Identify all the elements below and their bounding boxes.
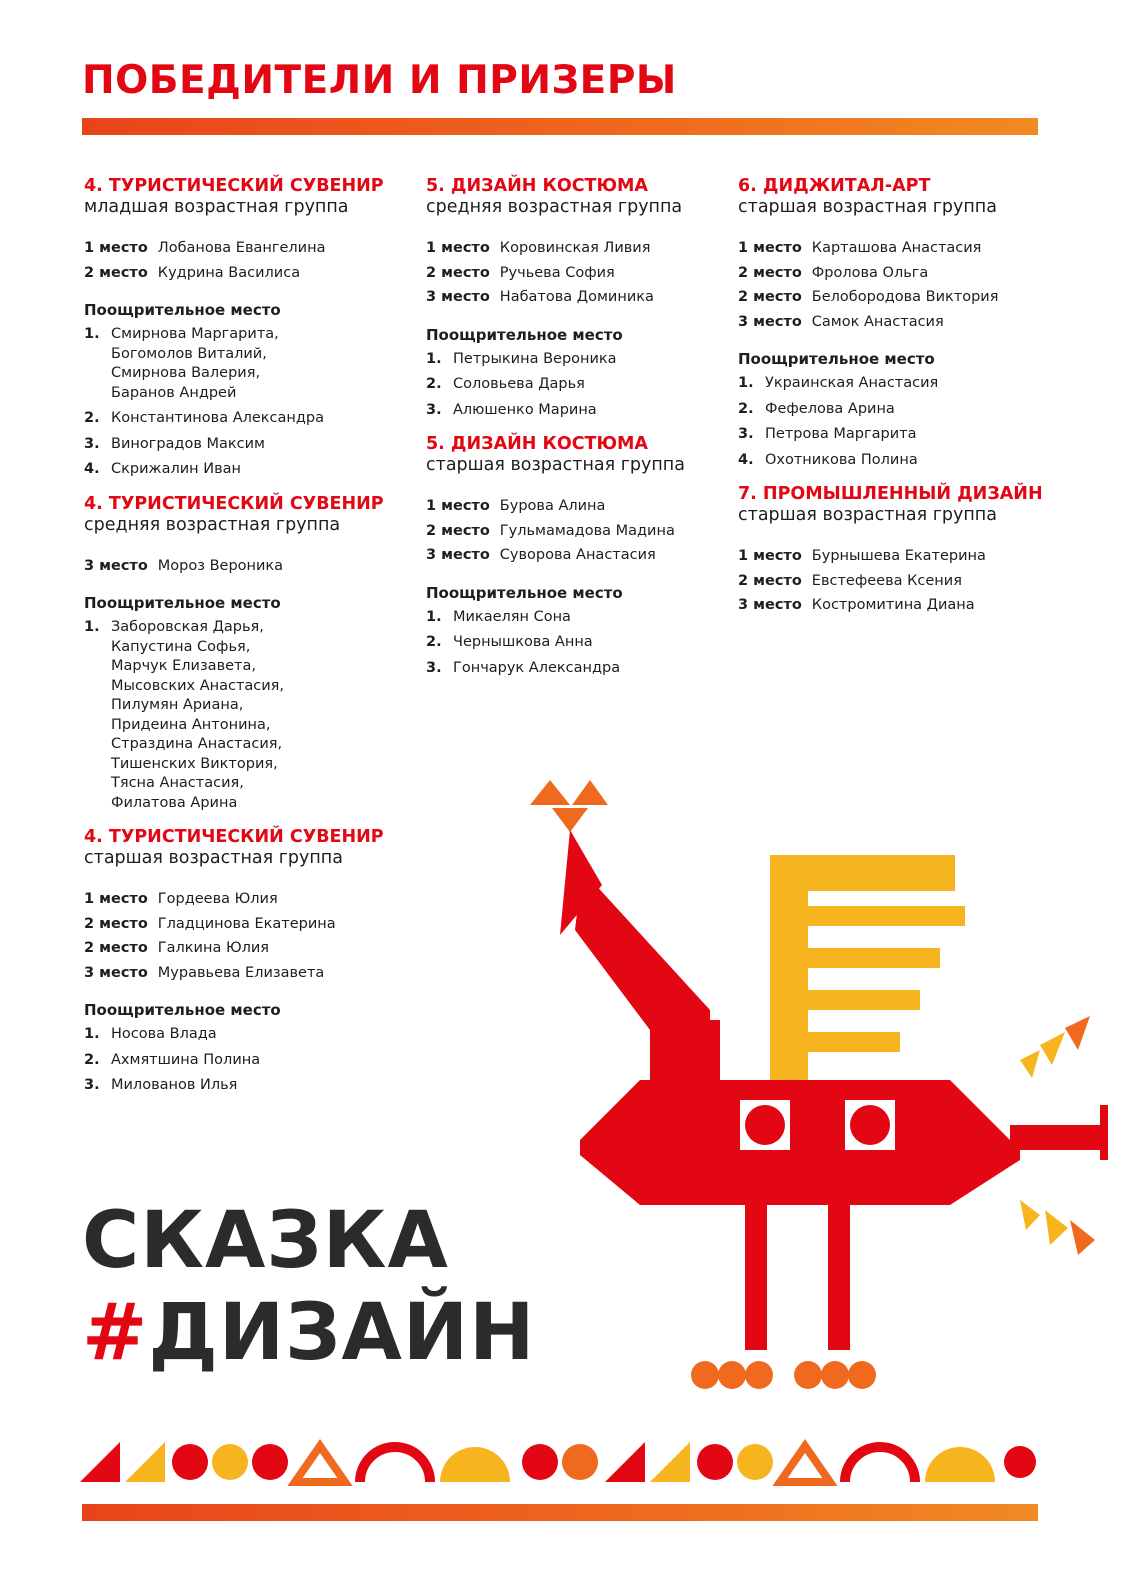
age-group-label: старшая возрастная группа [84, 848, 343, 868]
list-number: 1. [84, 326, 100, 342]
list-number: 2. [426, 376, 442, 392]
list-number: 3. [426, 659, 442, 676]
list-number: 4. [738, 451, 754, 468]
honoree-names: Фефелова Арина [765, 400, 895, 417]
crest-triangle-icon [552, 808, 588, 832]
honoree-names: Смирнова Маргарита, Богомолов Виталий, Смирнова Валерия, Баранов Андрей [111, 326, 279, 401]
place-row [738, 285, 1058, 310]
honoree-names: Петрова Маргарита [765, 426, 917, 442]
category-section [84, 494, 404, 814]
winner-name: Евстефеева Ксения [811, 572, 962, 589]
honoree-names: Ахмятшина Полина [111, 1051, 261, 1068]
winner-name: Мороз Вероника [157, 557, 284, 574]
bottom-divider-bar [82, 1504, 1038, 1521]
category-section [738, 484, 1058, 618]
brand-wordmark [82, 1195, 535, 1379]
page-title: ПОБЕДИТЕЛИ И ПРИЗЕРЫ [82, 58, 677, 103]
place-label: 1 место [426, 498, 490, 514]
honorable-mention-row [84, 409, 404, 429]
category-title: 5. ДИЗАЙН КОСТЮМА [426, 176, 648, 196]
category-section [738, 176, 1058, 470]
place-label: 3 место [426, 289, 490, 305]
honorable-mention-row [738, 425, 1058, 445]
wing-feather [770, 1032, 900, 1052]
honorable-mention-heading: Поощрительное место [426, 583, 623, 602]
crest-triangle-icon [530, 780, 570, 805]
place-label: 2 место [426, 264, 490, 281]
honorable-mention-row [426, 375, 746, 395]
brand-hash: # [82, 1288, 149, 1378]
age-group-label: старшая возрастная группа [738, 197, 997, 217]
honoree-names: Гончарук Александра [453, 659, 621, 676]
place-row [426, 519, 746, 544]
category-title: 4. ТУРИСТИЧЕСКИЙ СУВЕНИР [84, 176, 384, 196]
honorable-mention-heading: Поощрительное место [84, 301, 281, 319]
place-label: 1 место [84, 891, 148, 907]
list-number: 1. [738, 375, 754, 391]
winner-name: Фролова Ольга [811, 264, 929, 281]
age-group-label: средняя возрастная группа [84, 514, 341, 535]
results-column-3 [738, 176, 1058, 632]
winner-name: Костромитина Диана [811, 597, 975, 613]
place-row [738, 310, 1058, 335]
winner-name: Набатова Доминика [499, 289, 654, 305]
wing-feather [770, 855, 955, 891]
place-row [426, 285, 746, 310]
honorable-mention-row [738, 374, 1058, 394]
place-label: 1 место [738, 240, 802, 256]
list-number: 2. [84, 410, 100, 426]
results-column-2 [426, 176, 746, 692]
honorable-mention-row [84, 325, 404, 403]
place-label: 2 место [84, 940, 148, 956]
winner-name: Лобанова Евангелина [157, 240, 326, 256]
bird-body [580, 1080, 1020, 1205]
place-label: 2 место [84, 915, 148, 932]
honorable-mention-row [84, 1025, 404, 1045]
bird-leg [745, 1200, 767, 1350]
list-number: 3. [426, 401, 442, 418]
honoree-names: Милованов Илья [111, 1077, 238, 1093]
place-row [84, 912, 404, 937]
place-label: 2 место [84, 264, 148, 281]
honorable-mention-heading: Поощрительное место [426, 325, 623, 344]
honoree-names: Константинова Александра [111, 410, 325, 426]
winner-name: Белобородова Виктория [811, 289, 999, 305]
honoree-names: Виноградов Максим [111, 435, 265, 452]
place-label: 2 место [738, 264, 802, 281]
age-group-label: старшая возрастная группа [738, 505, 997, 525]
place-row [84, 961, 404, 986]
honoree-names: Скрижалин Иван [111, 461, 241, 477]
honorable-mention-row [84, 1051, 404, 1071]
age-group-label: средняя возрастная группа [426, 197, 683, 217]
honoree-names: Чернышкова Анна [453, 634, 593, 650]
place-label: 1 место [84, 240, 148, 256]
list-number: 1. [84, 1026, 100, 1042]
category-section [84, 176, 404, 480]
category-title: 6. ДИДЖИТАЛ-АРТ [738, 176, 931, 196]
honorable-mention-row [426, 401, 746, 421]
winner-name: Гладцинова Екатерина [157, 915, 336, 932]
list-number: 2. [738, 400, 754, 417]
winner-name: Галкина Юлия [157, 940, 270, 956]
place-row [84, 887, 404, 912]
winner-name: Самок Анастасия [811, 313, 944, 330]
honoree-names: Соловьева Дарья [453, 376, 585, 392]
winner-name: Гордеева Юлия [157, 891, 278, 907]
honorable-mention-row [426, 608, 746, 628]
honoree-names: Петрыкина Вероника [453, 350, 617, 367]
place-label: 3 место [738, 597, 802, 613]
place-label: 3 место [426, 547, 490, 563]
winner-name: Суворова Анастасия [499, 547, 656, 563]
honorable-mention-row [426, 659, 746, 679]
place-row [84, 261, 404, 286]
wing-feather [770, 990, 920, 1010]
wing-feather [770, 948, 940, 968]
place-label: 3 место [84, 557, 148, 574]
honorable-mention-heading: Поощрительное место [84, 594, 281, 612]
place-row [84, 936, 404, 961]
honorable-mention-row [84, 435, 404, 455]
brand-line-1: СКАЗКА [82, 1196, 449, 1286]
list-number: 3. [84, 1077, 100, 1093]
bird-tail [1010, 1125, 1105, 1150]
winner-name: Коровинская Ливия [499, 240, 651, 256]
honoree-names: Охотникова Полина [765, 451, 918, 468]
category-section [426, 176, 746, 420]
bird-leg [828, 1200, 850, 1350]
winner-name: Бурова Алина [499, 498, 606, 514]
category-title: 7. ПРОМЫШЛЕННЫЙ ДИЗАЙН [738, 484, 1043, 504]
honorable-mention-heading: Поощрительное место [84, 1001, 281, 1019]
winner-name: Кудрина Василиса [157, 264, 301, 281]
category-section [84, 827, 404, 1096]
place-row [426, 543, 746, 568]
place-row [738, 236, 1058, 261]
place-row [426, 494, 746, 519]
list-number: 3. [738, 426, 754, 442]
crest-triangle-icon [572, 780, 608, 805]
list-number: 1. [84, 619, 100, 635]
place-row [738, 544, 1058, 569]
place-label: 3 место [738, 313, 802, 330]
ornament-strip [80, 1432, 1040, 1494]
honorable-mention-row [426, 633, 746, 653]
place-row [738, 569, 1058, 594]
place-label: 1 место [426, 240, 490, 256]
place-label: 2 место [426, 522, 490, 539]
place-row [426, 236, 746, 261]
results-column-1 [84, 176, 404, 1110]
title-divider-bar [82, 118, 1038, 135]
folk-bird-illustration [520, 760, 1120, 1400]
honorable-mention-row [84, 1076, 404, 1096]
list-number: 1. [426, 608, 442, 625]
honoree-names: Заборовская Дарья, Капустина Софья, Марчук Елизавета, Мысовских Анастасия, Пилумян Ариана, Придеина Антонина, Страздина Анастасия, Тишенских Виктория, Тясна Анастасия, Филатова Арина [111, 619, 285, 811]
honorable-mention-row [84, 618, 404, 813]
winner-name: Муравьева Елизавета [157, 964, 325, 981]
list-number: 1. [426, 350, 442, 367]
honoree-names: Микаелян Сона [453, 608, 571, 625]
place-row [84, 554, 404, 579]
list-number: 4. [84, 461, 100, 477]
list-number: 2. [426, 634, 442, 650]
category-title: 4. ТУРИСТИЧЕСКИЙ СУВЕНИР [84, 827, 384, 847]
place-label: 1 место [738, 548, 802, 564]
ornament-pattern [80, 1442, 1036, 1482]
list-number: 2. [84, 1051, 100, 1068]
place-label: 2 место [738, 289, 802, 305]
age-group-label: старшая возрастная группа [426, 455, 685, 475]
list-number: 3. [84, 435, 100, 452]
honorable-mention-row [84, 460, 404, 480]
place-row [738, 261, 1058, 286]
place-row [426, 261, 746, 286]
honoree-names: Алюшенко Марина [453, 401, 597, 418]
brand-line-2: ДИЗАЙН [148, 1288, 536, 1378]
honorable-mention-heading: Поощрительное место [738, 350, 935, 368]
winner-name: Ручьева София [499, 264, 615, 281]
winner-name: Бурнышева Екатерина [811, 548, 986, 564]
place-row [84, 236, 404, 261]
honorable-mention-row [426, 350, 746, 370]
category-section [426, 434, 746, 678]
honorable-mention-row [738, 451, 1058, 471]
place-label: 2 место [738, 572, 802, 589]
place-label: 3 место [84, 964, 148, 981]
honoree-names: Носова Влада [111, 1026, 217, 1042]
honoree-names: Украинская Анастасия [765, 375, 939, 391]
winner-name: Карташова Анастасия [811, 240, 982, 256]
age-group-label: младшая возрастная группа [84, 197, 349, 217]
honorable-mention-row [738, 400, 1058, 420]
category-title: 5. ДИЗАЙН КОСТЮМА [426, 434, 648, 454]
category-title: 4. ТУРИСТИЧЕСКИЙ СУВЕНИР [84, 493, 384, 514]
winner-name: Гульмамадова Мадина [499, 522, 675, 539]
place-row [738, 593, 1058, 618]
wing-feather [770, 906, 965, 926]
